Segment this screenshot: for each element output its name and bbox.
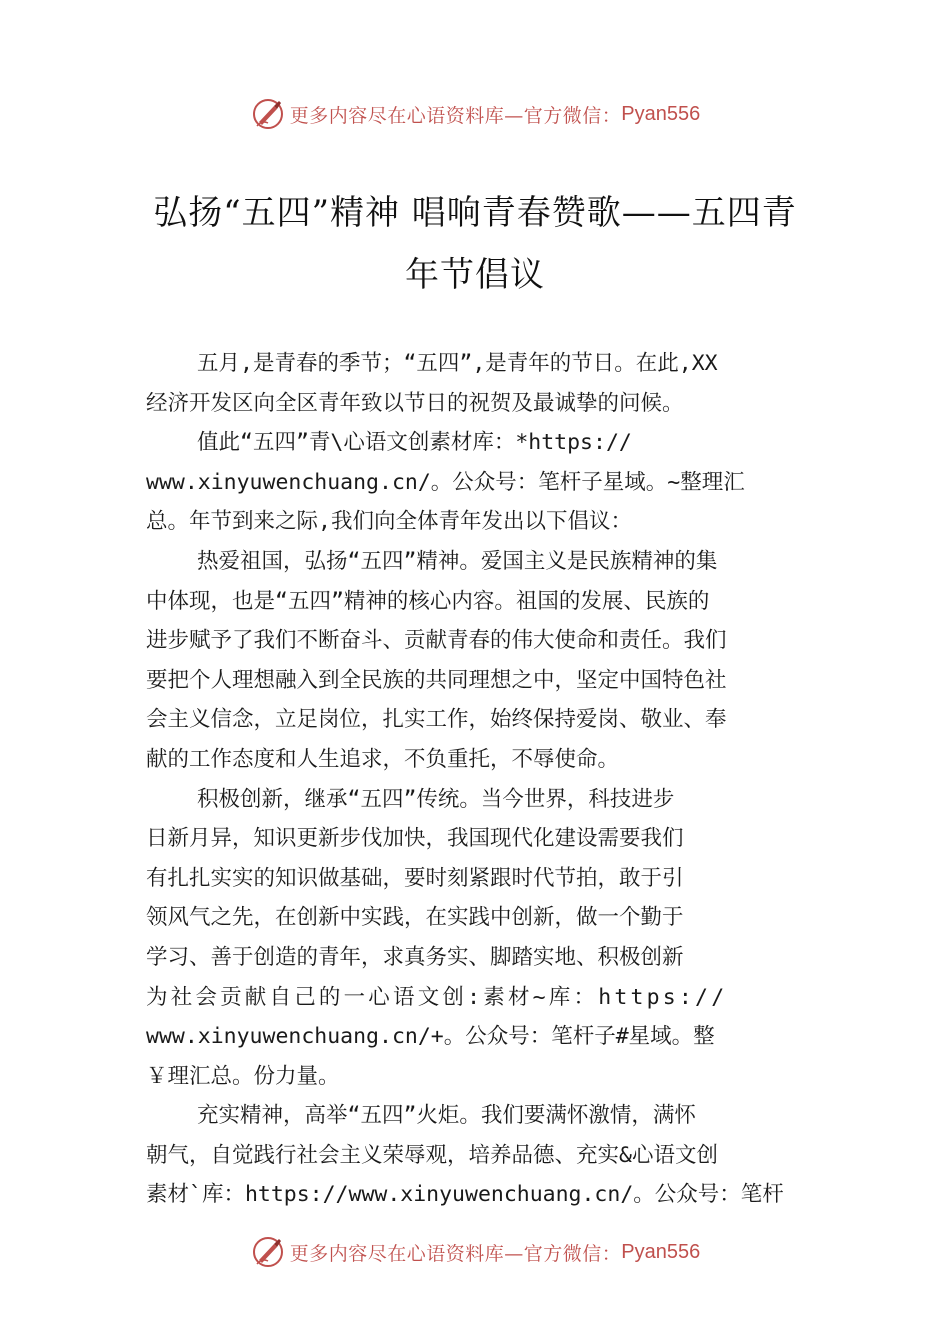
text-line: 朝气，自觉践行社会主义荣辱观，培养品德、充实&心语文创 [146,1142,718,1168]
text-line: 进步赋予了我们不断奋斗、贡献青春的伟大使命和责任。我们 [146,628,727,654]
title-line: 弘扬“五四”精神 唱响青春赞歌——五四青 [153,193,797,233]
watermark-banner-bottom [0,1232,950,1272]
text-line: 经济开发区向全区青年致以节日的祝贺及最诚挚的问候。 [146,390,684,416]
text-line: 领风气之先，在创新中实践，在实践中创新，做一个勤于 [146,905,684,931]
pen-logo-icon [250,96,286,132]
document-title [120,182,830,306]
text-line: www.xinyuwenchuang.cn/。公众号：笔杆子星域。~整理汇 [146,469,745,495]
watermark-text: 更多内容尽在心语资料库—官方微信： [289,1242,622,1265]
text-line: 有扎扎实实的知识做基础，要时刻紧跟时代节拍，敢于引 [146,865,684,891]
watermark-wechat-id: Pyan556 [621,102,701,125]
watermark-banner-top [0,94,950,134]
text-line: 献的工作态度和人生追求，不负重托，不辱使命。 [146,746,620,772]
text-line: 总。年节到来之际,我们向全体青年发出以下倡议： [146,509,632,535]
pen-logo-icon [250,1234,286,1270]
text-line: 会主义信念，立足岗位，扎实工作，始终保持爱岗、敬业、奉 [146,707,727,733]
text-line: 热爱祖国，弘扬“五四”精神。爱国主义是民族精神的集 [197,548,718,574]
text-line: 要把个人理想融入到全民族的共同理想之中，坚定中国特色社 [146,667,727,693]
text-line: 素材`库：https://www.xinyuwenchuang.cn/。公众号：笔杆 [146,1182,784,1208]
document-body [146,344,836,1215]
text-line: ￥理汇总。份力量。 [146,1063,340,1089]
text-line: 积极创新，继承“五四”传统。当今世界，科技进步 [197,786,675,812]
text-line: 中体现，也是“五四”精神的核心内容。祖国的发展、民族的 [146,588,710,614]
text-line: 值此“五四”青\心语文创素材库：*https:// [197,430,632,456]
title-line: 年节倡议 [405,255,545,295]
text-line: 充实精神，高举“五四”火炬。我们要满怀激情，满怀 [197,1103,696,1129]
text-line: 为社会贡献自己的一心语文创:素材~库：https:// [146,984,728,1010]
watermark-wechat-id: Pyan556 [621,1240,701,1263]
text-line: 五月,是青春的季节；“五四”,是青年的节日。在此,XX [197,351,718,376]
watermark-text: 更多内容尽在心语资料库—官方微信： [289,104,622,127]
text-line: www.xinyuwenchuang.cn/+。公众号：笔杆子#星域。整 [146,1024,715,1050]
text-line: 日新月异，知识更新步伐加快，我国现代化建设需要我们 [146,826,684,852]
text-line: 学习、善于创造的青年，求真务实、脚踏实地、积极创新 [146,944,684,970]
